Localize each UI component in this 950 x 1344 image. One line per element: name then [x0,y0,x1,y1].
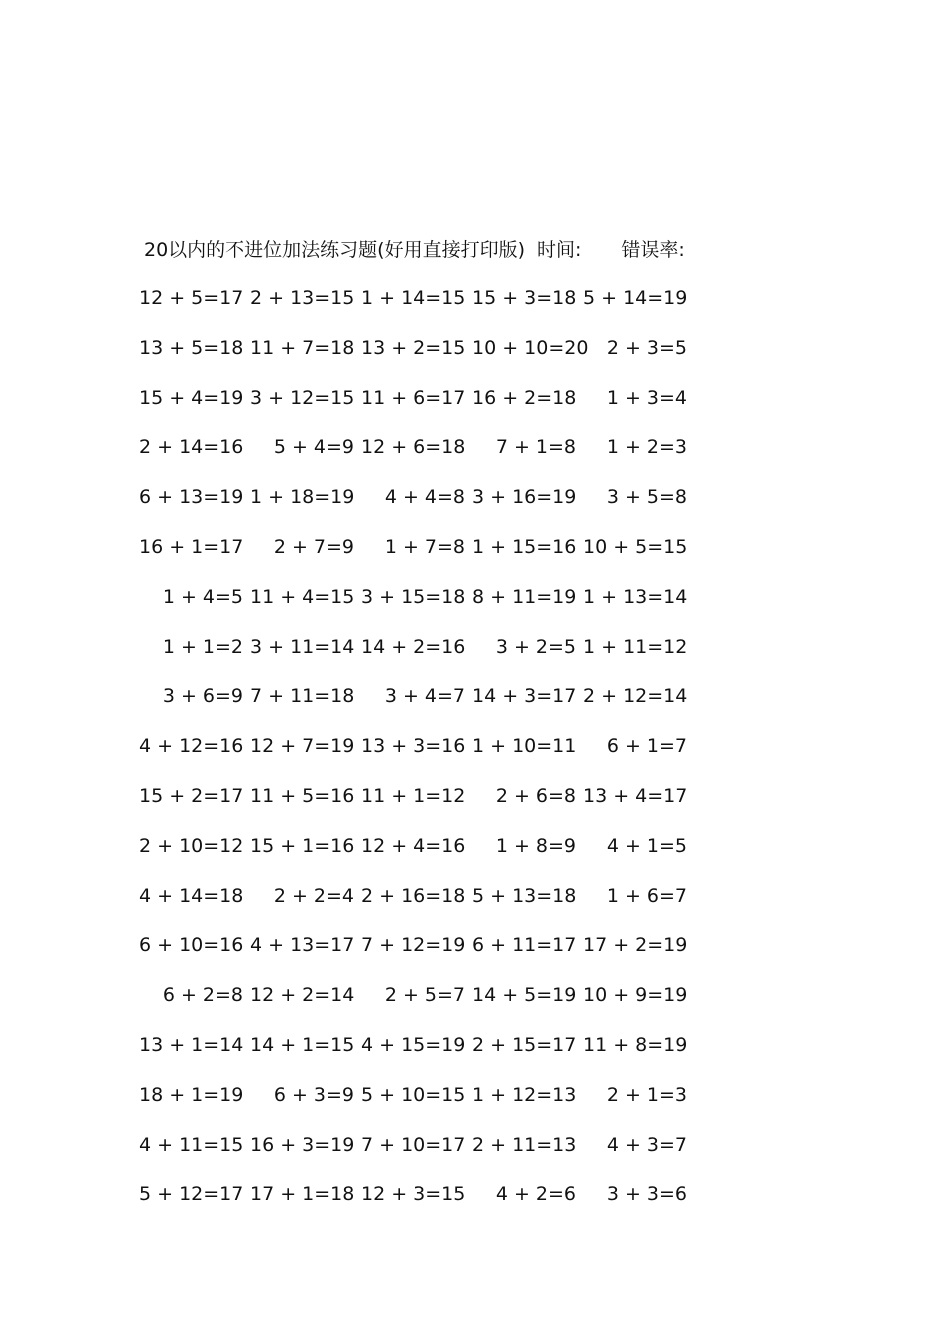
addition-problem: 2 + 3=5 [606,336,687,359]
problem-row [0,533,950,583]
addition-problem: 10 + 10=20 [472,336,589,359]
addition-problem: 1 + 14=15 [361,287,466,309]
addition-problem: 5 + 13=18 [472,884,577,907]
addition-problem: 1 + 6=7 [606,884,687,907]
addition-problem: 15 + 3=18 [472,287,577,309]
addition-problem: 1 + 13=14 [583,585,688,608]
addition-problem: 4 + 11=15 [139,1133,244,1156]
addition-problem: 11 + 7=18 [250,336,355,359]
addition-problem: 1 + 8=9 [495,834,576,857]
addition-problem: 15 + 1=16 [250,834,355,857]
addition-problem: 15 + 2=17 [139,784,244,807]
problem-row [0,1131,950,1181]
addition-problem: 2 + 13=15 [250,287,355,309]
addition-problem: 10 + 5=15 [583,535,688,558]
addition-problem: 16 + 1=17 [139,535,244,558]
addition-problem: 1 + 11=12 [583,635,688,658]
addition-problem: 3 + 11=14 [250,635,355,658]
addition-problem: 17 + 1=18 [250,1183,355,1206]
addition-problem: 5 + 12=17 [139,1183,244,1206]
addition-problem: 6 + 2=8 [162,984,243,1007]
problem-row [0,1081,950,1131]
problem-row [0,583,950,633]
addition-problem: 6 + 1=7 [606,735,687,758]
addition-problem: 10 + 9=19 [583,984,688,1007]
addition-problem: 1 + 3=4 [606,386,687,409]
addition-problem: 3 + 6=9 [162,685,243,708]
addition-problem: 8 + 11=19 [472,585,577,608]
addition-problem: 16 + 2=18 [472,386,577,409]
problem-row [0,732,950,782]
worksheet-header [144,236,685,264]
problem-row [0,981,950,1031]
worksheet-title: 20以内的不进位加法练习题(好用直接打印版) [144,239,526,261]
addition-problem: 2 + 12=14 [583,685,688,708]
addition-problem: 1 + 10=11 [472,735,577,758]
addition-problem: 4 + 4=8 [384,486,465,509]
addition-problem: 1 + 12=13 [472,1083,577,1106]
addition-problem: 3 + 15=18 [361,585,466,608]
addition-problem: 17 + 2=19 [583,934,688,957]
addition-problem: 7 + 1=8 [495,436,576,459]
addition-problem: 6 + 3=9 [273,1083,354,1106]
time-label: 时间: [537,239,582,261]
addition-problem: 11 + 1=12 [361,784,466,807]
addition-problem: 5 + 14=19 [583,287,688,309]
addition-problem: 13 + 4=17 [583,784,688,807]
problem-row [0,284,950,334]
problem-row [0,1180,950,1230]
addition-problem: 4 + 2=6 [495,1183,576,1206]
addition-problem: 3 + 16=19 [472,486,577,509]
addition-problem: 4 + 14=18 [139,884,244,907]
addition-problem: 1 + 7=8 [384,535,465,558]
addition-problem: 11 + 8=19 [583,1033,688,1056]
problem-row [0,433,950,483]
addition-problem: 2 + 14=16 [139,436,244,459]
addition-problem: 13 + 3=16 [361,735,466,758]
addition-problem: 11 + 4=15 [250,585,355,608]
addition-problem: 3 + 2=5 [495,635,576,658]
addition-problem: 13 + 2=15 [361,336,466,359]
addition-problem: 4 + 12=16 [139,735,244,758]
addition-problem: 1 + 1=2 [162,635,243,658]
addition-problem: 6 + 13=19 [139,486,244,509]
addition-problem: 5 + 4=9 [273,436,354,459]
addition-problem: 5 + 10=15 [361,1083,466,1106]
addition-problem: 12 + 7=19 [250,735,355,758]
problem-grid [0,284,950,1230]
addition-problem: 12 + 2=14 [250,984,355,1007]
addition-problem: 14 + 3=17 [472,685,577,708]
addition-problem: 7 + 10=17 [361,1133,466,1156]
addition-problem: 3 + 4=7 [384,685,465,708]
addition-problem: 6 + 10=16 [139,934,244,957]
addition-problem: 13 + 5=18 [139,336,244,359]
problem-row [0,384,950,434]
problem-row [0,334,950,384]
problem-row [0,682,950,732]
addition-problem: 3 + 3=6 [606,1183,687,1206]
addition-problem: 11 + 5=16 [250,784,355,807]
addition-problem: 14 + 1=15 [250,1033,355,1056]
addition-problem: 4 + 15=19 [361,1033,466,1056]
problem-row [0,633,950,683]
addition-problem: 11 + 6=17 [361,386,466,409]
addition-problem: 1 + 15=16 [472,535,577,558]
addition-problem: 2 + 11=13 [472,1133,577,1156]
addition-problem: 2 + 10=12 [139,834,244,857]
addition-problem: 6 + 11=17 [472,934,577,957]
addition-problem: 1 + 2=3 [606,436,687,459]
addition-problem: 14 + 2=16 [361,635,466,658]
addition-problem: 12 + 4=16 [361,834,466,857]
problem-row [0,882,950,932]
addition-problem: 12 + 5=17 [139,287,244,309]
addition-problem: 12 + 6=18 [361,436,466,459]
addition-problem: 7 + 11=18 [250,685,355,708]
addition-problem: 15 + 4=19 [139,386,244,409]
problem-row [0,782,950,832]
problem-row [0,1031,950,1081]
addition-problem: 2 + 5=7 [384,984,465,1007]
addition-problem: 2 + 15=17 [472,1033,577,1056]
addition-problem: 16 + 3=19 [250,1133,355,1156]
addition-problem: 2 + 1=3 [606,1083,687,1106]
addition-problem: 13 + 1=14 [139,1033,244,1056]
addition-problem: 7 + 12=19 [361,934,466,957]
addition-problem: 4 + 3=7 [606,1133,687,1156]
addition-problem: 12 + 3=15 [361,1183,466,1206]
addition-problem: 14 + 5=19 [472,984,577,1007]
problem-row [0,483,950,533]
addition-problem: 1 + 18=19 [250,486,355,509]
problem-row [0,931,950,981]
addition-problem: 2 + 7=9 [273,535,354,558]
addition-problem: 2 + 16=18 [361,884,466,907]
addition-problem: 2 + 6=8 [495,784,576,807]
problem-row [0,832,950,882]
error-rate-label: 错误率: [621,239,685,261]
addition-problem: 3 + 5=8 [606,486,687,509]
addition-problem: 4 + 13=17 [250,934,355,957]
addition-problem: 18 + 1=19 [139,1083,244,1106]
addition-problem: 1 + 4=5 [162,585,243,608]
addition-problem: 3 + 12=15 [250,386,355,409]
addition-problem: 4 + 1=5 [606,834,687,857]
addition-problem: 2 + 2=4 [273,884,354,907]
